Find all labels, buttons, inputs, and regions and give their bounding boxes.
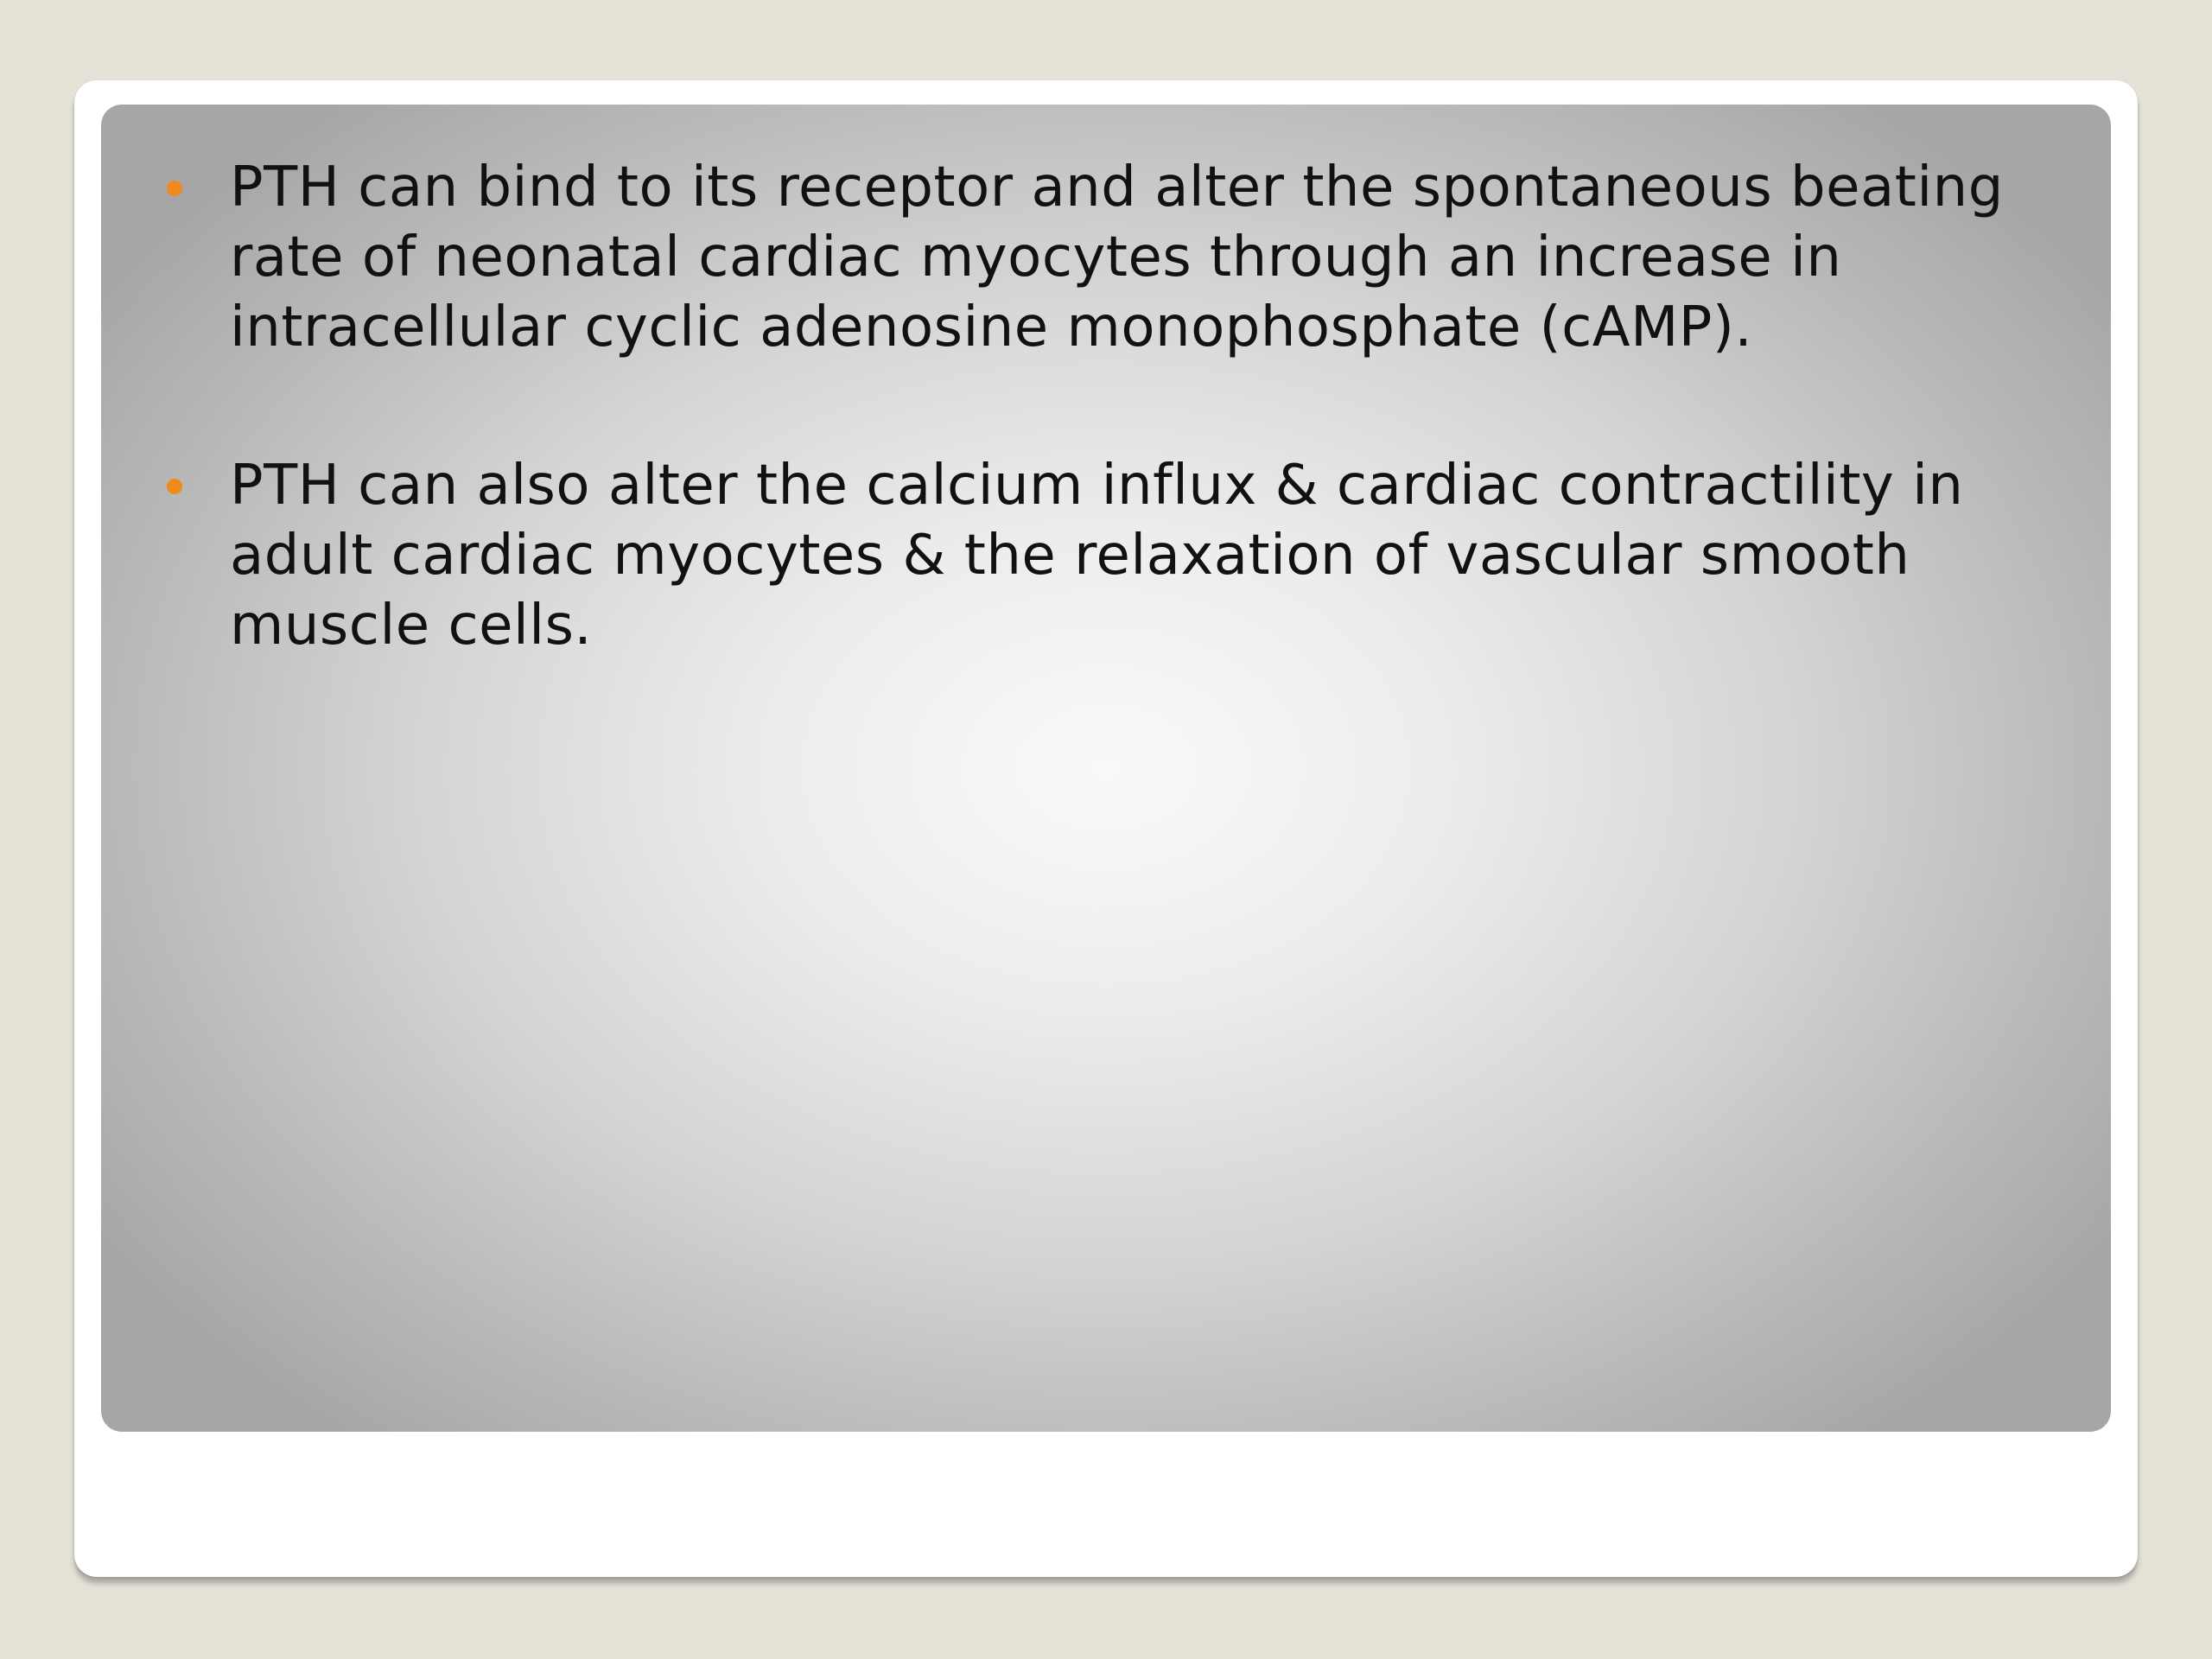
bullet-2-line-2: adult cardiac myocytes & the relaxation of vascular smooth (230, 524, 1910, 588)
bullet-list (101, 153, 2111, 661)
bullet-1-line-3: intracellular cyclic adenosine monophosphate (cAMP). (230, 296, 1753, 359)
bullet-item-2 (101, 451, 2111, 661)
bullet-2-line-1: PTH can also alter the calcium influx & cardiac contractility in (230, 454, 1964, 518)
bullet-1-line-1: PTH can bind to its receptor and alter the spontaneous beating (230, 156, 2004, 219)
bullet-item-1 (101, 153, 2111, 363)
bullet-dot-icon (167, 181, 182, 196)
bullet-2-line-3: muscle cells. (230, 594, 593, 658)
bullet-dot-icon (167, 479, 182, 494)
bullet-1-line-2: rate of neonatal cardiac myocytes through an increase in (230, 226, 1842, 289)
slide-frame (74, 80, 2138, 1577)
slide-content-panel (101, 105, 2111, 1432)
